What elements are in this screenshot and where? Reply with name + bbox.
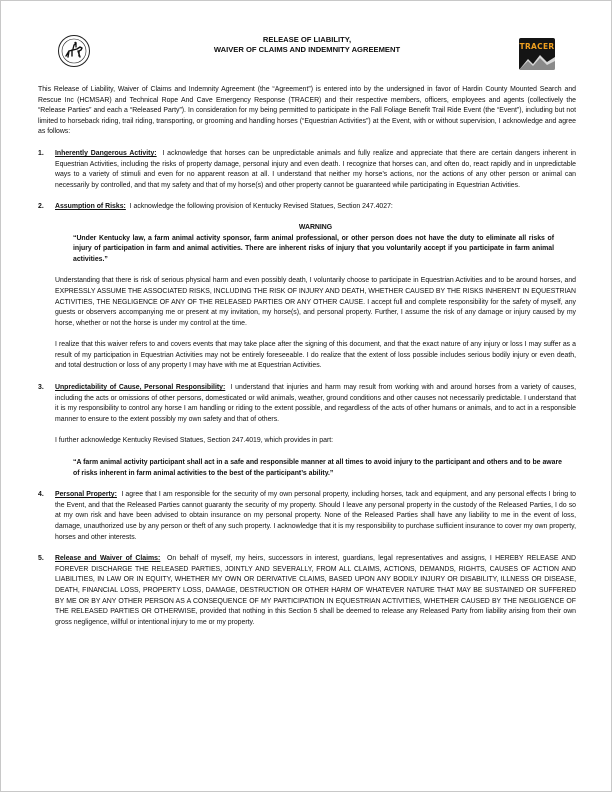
warning-text: “Under Kentucky law, a farm animal activity sponsor, farm animal professional, or other person does not have the duty to eliminate all risks of injury of participation in farm and animal activities. There are inherent risks of injury that you voluntarily accept if you participate in farm animal activities.” bbox=[73, 234, 554, 263]
section-text: I agree that I am responsible for the security of my own personal property, including horses, tack and equipment, and any personal effects I bring to the Event, and that the Released Parties cannot guaranty the security of my property. Should I leave any personal property in the custody of the Released Parties, I do so at my own risk and have been advised to obtain insurance on my personal property. None of the Released Parties shall have any liability to me in the event of loss, damage, unauthorized use by any person or theft of any such property. I acknowledge that it is my responsibility to purchase sufficient insurance to cover my own property, horses and other interests. bbox=[55, 491, 576, 541]
section-number: 1. bbox=[38, 149, 44, 157]
hcmsar-seal-logo bbox=[57, 34, 91, 68]
section-text: I acknowledge that horses can be unpredictable animals and fully realize and appreciate that there are certain dangers inherent in Equestrian Activities, including the risks of property damage, personal injury and even death. I recognize that horses can, and often do, react rapidly and in unpredictable ways to a variety of stimuli and even for no apparent reason at all. I understand that neither my horse’s actions, nor the actions of any other person or animal can necessarily by controlled, and that my safety and that of my horse(s) and other property cannot be guaranteed while participating in Equestrian Activities. bbox=[55, 149, 576, 189]
section-paragraph bbox=[55, 490, 576, 543]
section-number: 3. bbox=[38, 384, 44, 392]
section-paragraph-2: Understanding that there is risk of serious physical harm and even possibly death, I voluntarily choose to participate in Equestrian Activities and to be around horses, and EXPRESSLY ASSUME THE ASSOCIATED RISKS, INCLUDING THE RISK OF INJURY AND DEATH, WHETHER CAUSED BY THE RISKS INHERENT IN EQUESTRIAN ACTIVITIES, THE NEGLIGENCE OF ANY OF THE RELEASED PARTIES OR ANY OTHER CAUSE. I accept full and complete responsibility for the safety of myself, any guests or observers accompanying me or present at my invitation, my horse(s), and personal property. Further, I assume the risk of any damage or injury caused by my horse, whether or not the horse is under my control at the time. bbox=[55, 277, 576, 327]
warning-title: WARNING bbox=[298, 223, 333, 231]
section-3 bbox=[38, 383, 576, 479]
title-line-2: WAIVER OF CLAIMS AND INDEMNITY AGREEMENT bbox=[213, 44, 401, 54]
agreement-body bbox=[38, 85, 576, 639]
section-paragraph bbox=[55, 202, 576, 213]
section-text: I understand that injuries and harm may result from working with and around horses from a variety of causes, including the acts or omissions of other persons, domesticated or wild animals, weather, ground conditions and other causes not necessarily predictable. I understand that it is my responsibility to control any horse I am handling or riding to the extent possible, and regardless of the acts of other humans or animals, and to act in a responsible manner to ensure to the extent possibly my own safety and that of others. bbox=[55, 384, 576, 423]
section-paragraph-3: I realize that this waiver refers to and covers events that may take place after the signing of this document, and that the exact nature of any injury or loss I may suffer as a result of my participation in Equestrian Activities may not be entirely foreseeable. I do realize that the extent of loss possible includes serious bodily injury or even death, and total destruction or loss of any property I may have with me at Equestrian Activities. bbox=[55, 341, 576, 370]
section-4 bbox=[38, 490, 576, 543]
section-number: 4. bbox=[38, 491, 44, 499]
tracer-logo-text: TRACER bbox=[519, 42, 555, 51]
section-1 bbox=[38, 149, 576, 191]
statute-quote: “A farm animal activity participant shall act in a safe and responsible manner at all times to avoid injury to the participant and others and to be aware of risks inherent in farm animal activities to the best of the participant’s ability.” bbox=[73, 459, 562, 477]
section-heading: Inherently Dangerous Activity: bbox=[55, 149, 157, 157]
section-heading: Assumption of Risks: bbox=[55, 203, 126, 211]
section-paragraph bbox=[55, 383, 576, 425]
section-heading: Unpredictability of Cause, Personal Responsibility: bbox=[55, 384, 226, 392]
section-paragraph-2: I further acknowledge Kentucky Revised Statues, Section 247.4019, which provides in part: bbox=[55, 437, 334, 445]
document-title bbox=[151, 35, 463, 54]
section-text: I acknowledge the following provision of Kentucky Revised Statues, Section 247.4027: bbox=[129, 203, 393, 211]
mountain-peak-icon bbox=[519, 50, 555, 70]
section-paragraph bbox=[55, 554, 576, 628]
section-text: On behalf of myself, my heirs, successors in interest, guardians, legal representatives and assigns, I HEREBY RELEASE AND FOREVER DISCHARGE THE RELEASED PARTIES, JOINTLY AND SEVERALLY, FROM ALL CLAIMS, ACTIONS, DEMANDS, RIGHTS, CAUSES OF ACTION AND LIABILITIES, IN LAW OR IN EQUITY, WHETHER MY OWN OR DERIVATIVE CLAIMS, BASED UPON ANY BODILY INJURY OR DISABILITY, ILLNESS OR DISEASE, DEATH, FINANCIAL LOSS, PROPERTY LOSS, DAMAGE, DESTRUCTION OR OTHER HARM OF WHATEVER NATURE THAT MAY BE SUSTAINED OR SUFFERED BY ME OR BY ANY OTHER PERSON AS A CONSEQUENCE OF MY PARTICIPATION IN EQUESTRIAN ACTIVITIES, WHETHER CAUSED BY THE NEGLIGENCE OF THE RELEASED PARTIES OR OTHERWISE, provided that nothing in this Section 5 shall be deemed to release any Released Party from liability arising from their own gross negligence, willful or intentional injury to me or my property. bbox=[55, 555, 576, 626]
horse-rider-seal-icon bbox=[57, 34, 91, 68]
title-line-1: RELEASE OF LIABILITY, bbox=[262, 35, 352, 44]
section-heading: Release and Waiver of Claims: bbox=[55, 555, 161, 563]
section-paragraph bbox=[55, 149, 576, 191]
section-heading: Personal Property: bbox=[55, 491, 117, 499]
section-number: 5. bbox=[38, 555, 44, 563]
section-number: 2. bbox=[38, 203, 44, 211]
section-2 bbox=[38, 202, 576, 372]
tracer-logo bbox=[519, 38, 555, 70]
intro-paragraph: This Release of Liability, Waiver of Claims and Indemnity Agreement (the “Agreement”) is entered into by the undersigned in favor of Hardin County Mounted Search and Rescue Inc (HCMSAR) and Technical Rope And Cave Emergency Response (TRACER) and their respective members, officers, employees and agents (collectively the “Release Parties” and each a “Released Party”). In consideration for my being permitted to participate in the Fall Foliage Benefit Trail Ride Event (the “Event”), including but not limited to horseback riding, trail riding, transporting, or grooming and handling horses (“Equestrian Activities”) at the Event, with or without supervision, I acknowledge and agree as follows: bbox=[38, 86, 576, 136]
section-5 bbox=[38, 554, 576, 628]
